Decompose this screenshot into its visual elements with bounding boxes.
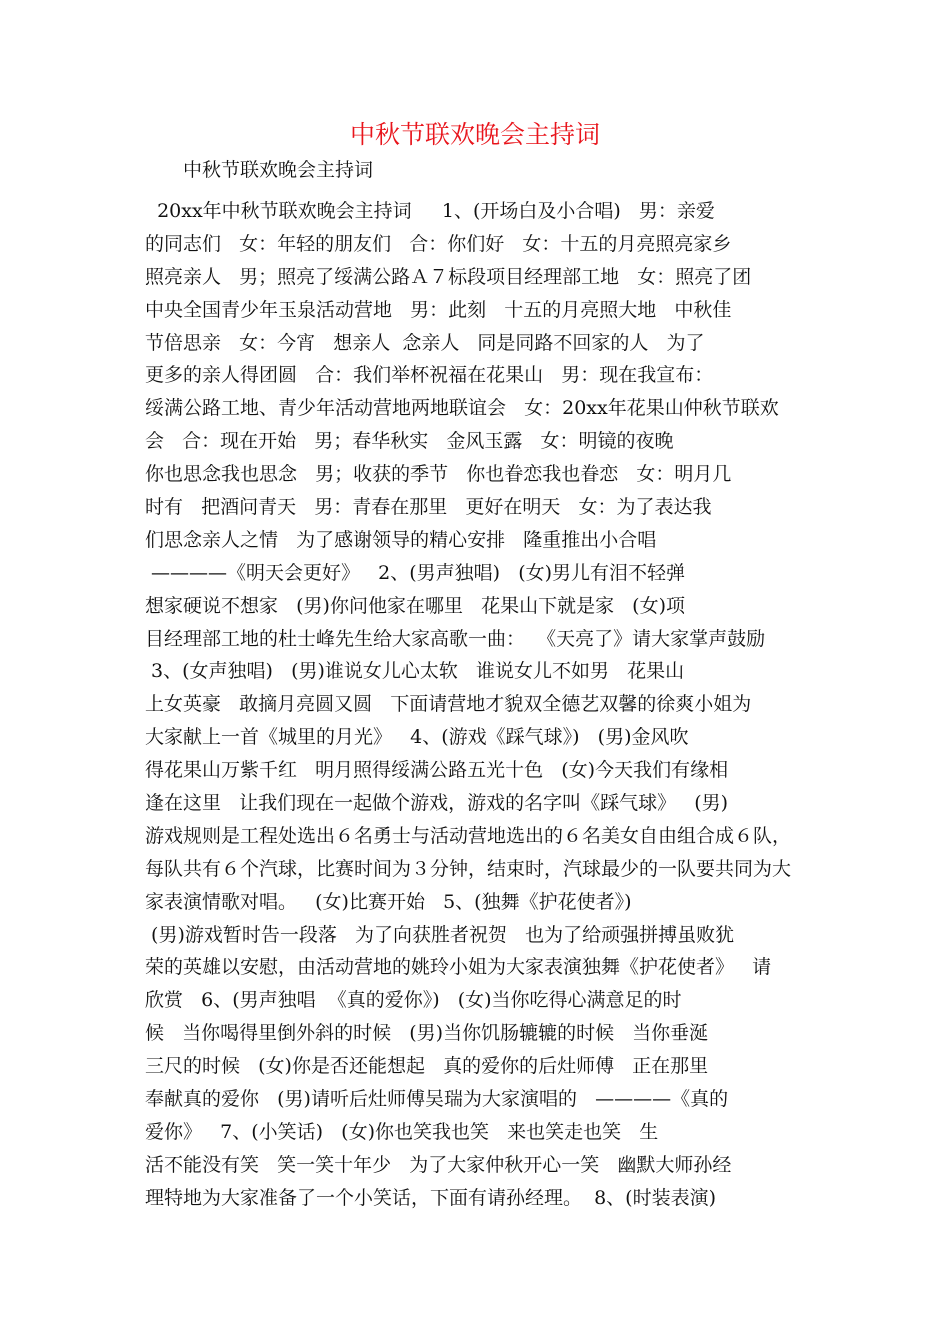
body-text-line: 更多的亲人得团圆 合：我们举杯祝福在花果山 男：现在我宣布： xyxy=(145,364,714,387)
body-text-line: 逢在这里 让我们现在一起做个游戏，游戏的名字叫《踩气球》 (男) xyxy=(145,792,729,815)
body-text-line: 爱你》 7、(小笑话) (女)你也笑我也笑 来也笑走也笑 生 xyxy=(145,1120,659,1143)
body-text-line: ————《明天会更好》 2、(男声独唱) (女)男儿有泪不轻弹 xyxy=(145,561,686,584)
body-text-line: 节倍思亲 女：今宵 想亲人 念亲人 同是同路不回家的人 为了 xyxy=(145,331,705,354)
body-text-line: 欣赏 6、(男声独唱 《真的爱你》) (女)当你吃得心满意足的时 xyxy=(145,989,682,1012)
body-text-line: 时有 把酒问青天 男：青春在那里 更好在明天 女：为了表达我 xyxy=(145,496,712,519)
body-text-line: 想家硬说不想家 (男)你问他家在哪里 花果山下就是家 (女)项 xyxy=(145,594,686,617)
body-text-line: 的同志们 女：年轻的朋友们 合：你们好 女：十五的月亮照亮家乡 xyxy=(145,232,732,255)
body-text-line: 荣的英雄以安慰，由活动营地的姚玲小姐为大家表演独舞《护花使者》 请 xyxy=(145,956,772,979)
body-text-line: 家表演情歌对唱。 (女)比赛开始 5、(独舞《护花使者》) xyxy=(145,890,632,913)
body-text-line: 20xx年中秋节联欢晚会主持词 1、(开场白及小合唱) 男：亲爱 xyxy=(145,200,715,222)
body-text-line: 目经理部工地的杜士峰先生给大家高歌一曲： 《天亮了》请大家掌声鼓励 xyxy=(145,627,766,650)
body-text-line: 中央全国青少年玉泉活动营地 男：此刻 十五的月亮照大地 中秋佳 xyxy=(145,298,732,321)
body-text-line: 每队共有６个汽球，比赛时间为３分钟，结束时，汽球最少的一队要共同为大 xyxy=(145,857,792,880)
body-text-line: 会 合：现在开始 男；春华秋实 金风玉露 女：明镜的夜晚 xyxy=(145,430,674,453)
body-text-line: 候 当你喝得里倒外斜的时候 (男)当你饥肠辘辘的时候 当你垂涎 xyxy=(145,1022,709,1045)
document-subtitle: 中秋节联欢晚会主持词 xyxy=(183,159,374,181)
body-text-line: 3、(女声独唱) (男)谁说女儿心太软 谁说女儿不如男 花果山 xyxy=(145,660,685,683)
body-text-line: 你也思念我也思念 男；收获的季节 你也眷恋我也眷恋 女：明月几 xyxy=(145,463,732,486)
body-text-line: 奉献真的爱你 (男)请听后灶师傅吴瑞为大家演唱的 ————《真的 xyxy=(145,1088,729,1111)
body-text-line: 绥满公路工地、青少年活动营地两地联谊会 女：20xx年花果山仲秋节联欢 xyxy=(145,397,779,420)
body-text-line: 们思念亲人之情 为了感谢领导的精心安排 隆重推出小合唱 xyxy=(145,528,657,551)
body-text-line: (男)游戏暂时告一段落 为了向获胜者祝贺 也为了给顽强拼搏虽败犹 xyxy=(145,923,735,946)
body-text-line: 理特地为大家准备了一个小笑话，下面有请孙经理。 8、(时装表演) xyxy=(145,1186,716,1209)
body-text-line: 三尺的时候 (女)你是否还能想起 真的爱你的后灶师傅 正在那里 xyxy=(145,1055,709,1078)
body-text-line: 游戏规则是工程处选出６名勇士与活动营地选出的６名美女自由组合成６队， xyxy=(145,824,792,847)
body-text-line: 得花果山万紫千红 明月照得绥满公路五光十色 (女)今天我们有缘相 xyxy=(145,759,729,782)
document-body xyxy=(145,195,805,1215)
document-title: 中秋节联欢晚会主持词 xyxy=(349,120,600,149)
body-text-line: 上女英豪 敢摘月亮圆又圆 下面请营地才貌双全德艺双馨的徐爽小姐为 xyxy=(145,693,752,716)
body-text-line: 照亮亲人 男；照亮了绥满公路Ａ７标段项目经理部工地 女：照亮了团 xyxy=(145,265,752,288)
body-text-line: 活不能没有笑 笑一笑十年少 为了大家仲秋开心一笑 幽默大师孙经 xyxy=(145,1153,732,1176)
body-text-line: 大家献上一首《城里的月光》 4、(游戏《踩气球》) (男)金风吹 xyxy=(145,726,689,749)
